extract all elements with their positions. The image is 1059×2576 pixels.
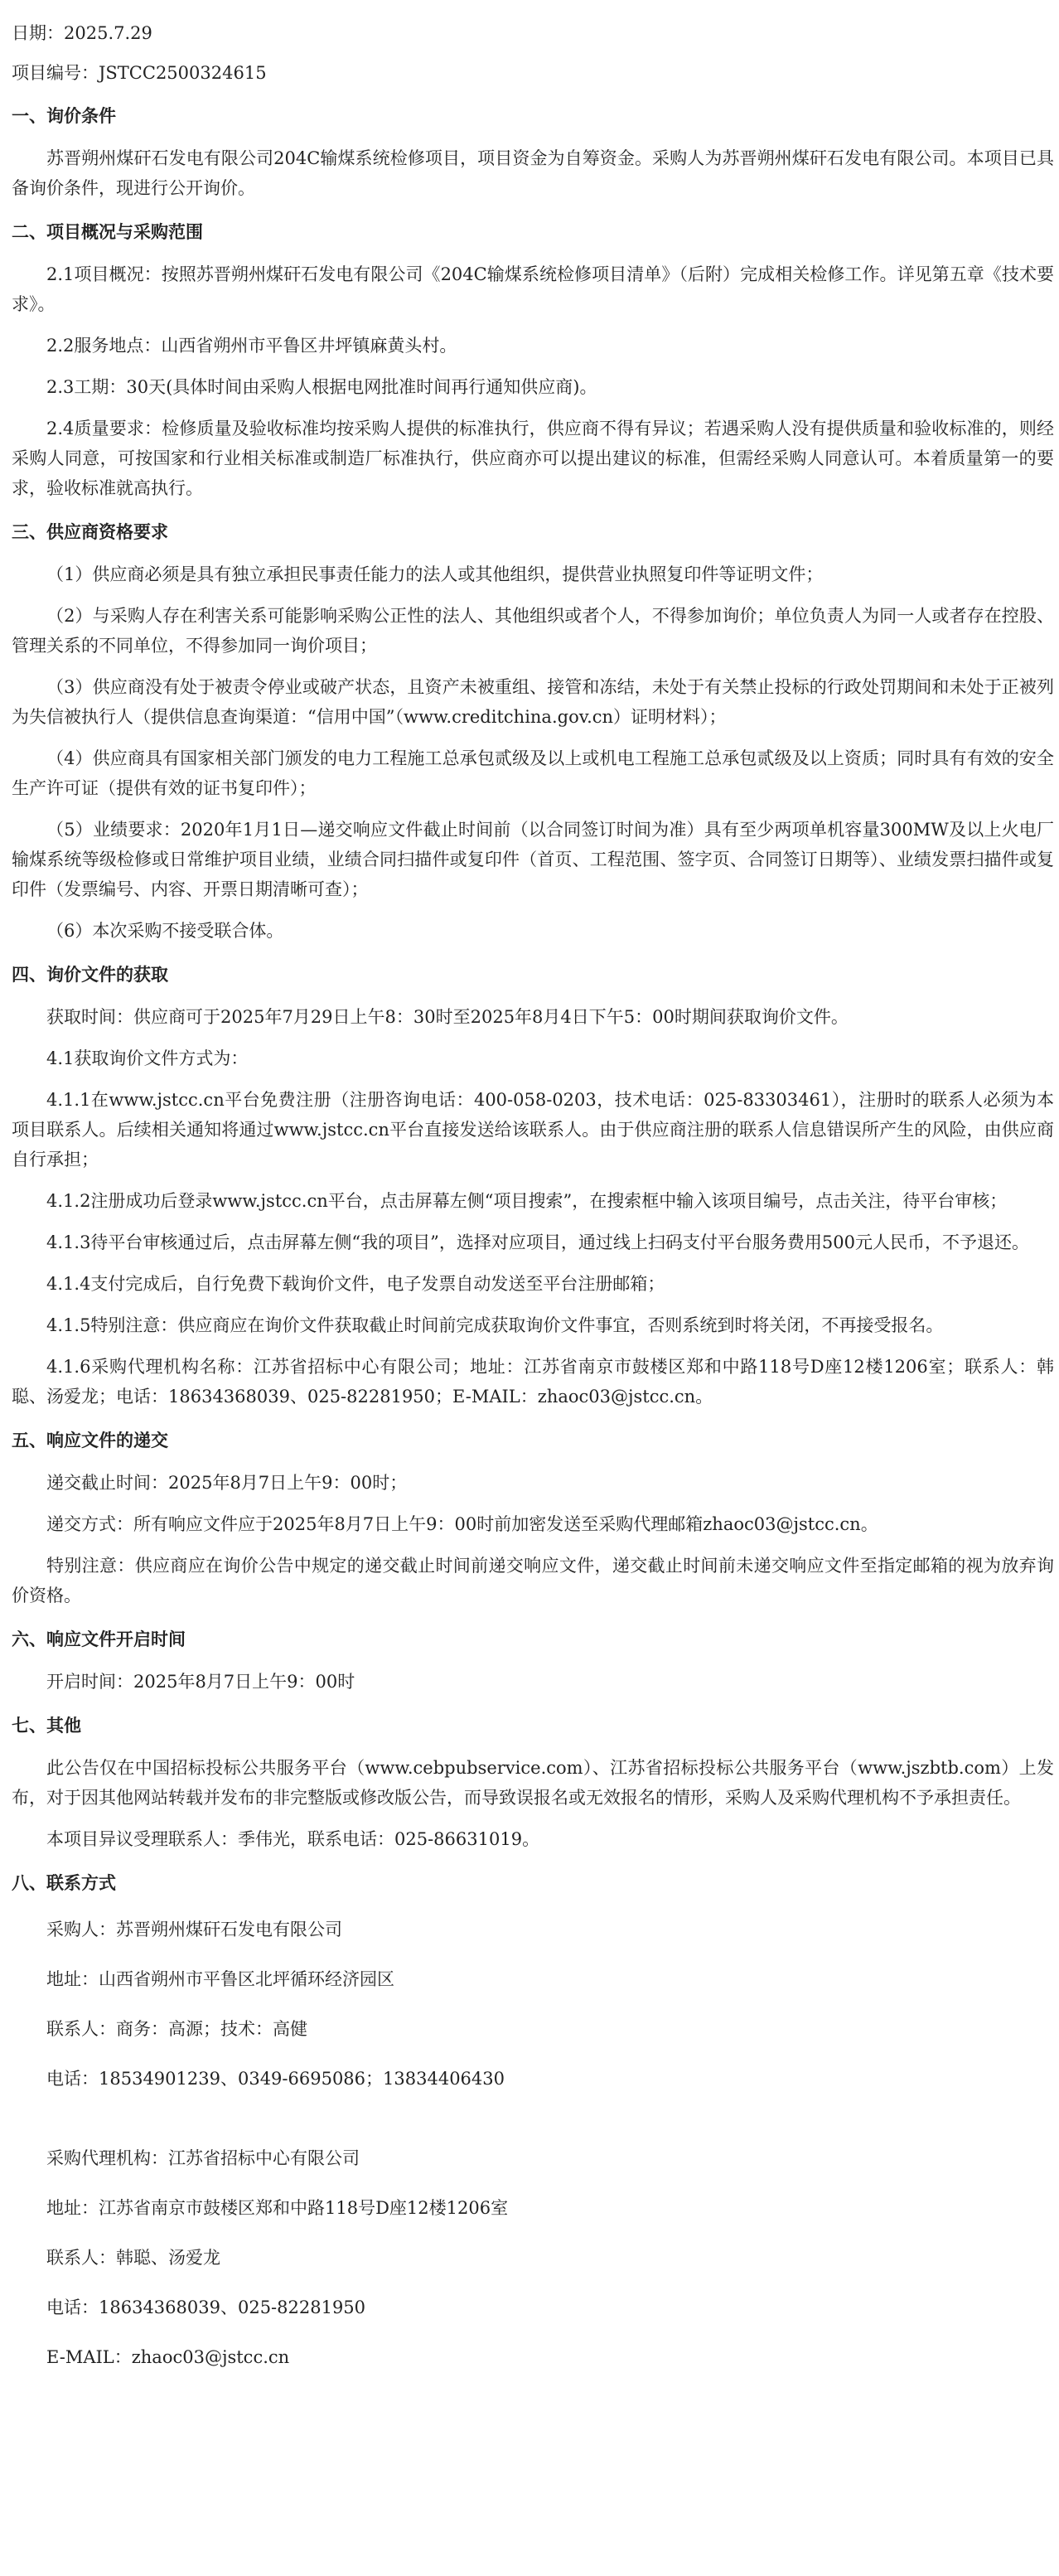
paragraph: （2）与采购人存在利害关系可能影响采购公正性的法人、其他组织或者个人，不得参加询价；单位负责人为同一人或者存在控股、管理关系的不同单位，不得参加同一询价项目； xyxy=(12,606,1054,656)
paragraph: 递交方式：所有响应文件应于2025年8月7日上午9：00时前加密发送至采购代理邮箱zhaoc03@jstcc.cn。 xyxy=(46,1514,878,1534)
agency-name: 采购代理机构：江苏省招标中心有限公司 xyxy=(46,2148,360,2168)
paragraph: 2.1项目概况：按照苏晋朔州煤矸石发电有限公司《204C输煤系统检修项目清单》（后附）完成相关检修工作。详见第五章《技术要求》。 xyxy=(12,264,1054,314)
paragraph: 4.1.5特别注意：供应商应在询价文件获取截止时间前完成获取询价文件事宜，否则系统到时将关闭，不再接受报名。 xyxy=(46,1315,944,1335)
announcement-document xyxy=(12,13,1054,2382)
paragraph: 2.2服务地点：山西省朔州市平鲁区井坪镇麻黄头村。 xyxy=(46,336,457,356)
paragraph: 4.1获取询价文件方式为： xyxy=(46,1048,249,1068)
buyer-contacts: 联系人：商务：高源；技术：高健 xyxy=(46,2019,307,2039)
paragraph: （4）供应商具有国家相关部门颁发的电力工程施工总承包贰级及以上或机电工程施工总承包贰级及以上资质；同时具有有效的安全生产许可证（提供有效的证书复印件）； xyxy=(12,748,1054,798)
paragraph: 苏晋朔州煤矸石发电有限公司204C输煤系统检修项目，项目资金为自筹资金。采购人为苏晋朔州煤矸石发电有限公司。本项目已具备询价条件，现进行公开询价。 xyxy=(12,148,1054,198)
buyer-address: 地址：山西省朔州市平鲁区北坪循环经济园区 xyxy=(46,1969,394,1989)
paragraph: 4.1.4支付完成后，自行免费下载询价文件，电子发票自动发送至平台注册邮箱； xyxy=(46,1274,665,1294)
buyer-name: 采购人：苏晋朔州煤矸石发电有限公司 xyxy=(46,1920,342,1939)
section-title: 二、项目概况与采购范围 xyxy=(12,221,203,242)
agency-contacts: 联系人：韩聪、汤爱龙 xyxy=(46,2248,220,2268)
section-title: 六、响应文件开启时间 xyxy=(12,1629,186,1649)
paragraph: 4.1.2注册成功后登录www.jstcc.cn平台，点击屏幕左侧“项目搜索”，在搜索框中输入该项目编号，点击关注，待平台审核； xyxy=(46,1191,1008,1211)
agency-email: E-MAIL：zhaoc03@jstcc.cn xyxy=(46,2347,290,2367)
section-title: 四、询价文件的获取 xyxy=(12,964,168,985)
spacer xyxy=(12,2104,1054,2133)
contact-info xyxy=(12,1905,1054,2382)
paragraph: （5）业绩要求：2020年1月1日—递交响应文件截止时间前（以合同签订时间为准）具有至少两项单机容量300MW及以上火电厂输煤系统等级检修或日常维护项目业绩，业绩合同扫描件或复印件（首页、工程范围、签字页、合同签订日期等）、业绩发票扫描件或复印件（发票编号、内容、开票日期清晰可查）； xyxy=(12,820,1054,899)
paragraph: 此公告仅在中国招标投标公共服务平台（www.cebpubservice.com）、江苏省招标投标公共服务平台（www.jszbtb.com）上发布，对于因其他网站转载并发布的非完整版或修改版公告，而导致误报名或无效报名的情形，采购人及采购代理机构不予承担责任。 xyxy=(12,1758,1054,1808)
agency-phone: 电话：18634368039、025-82281950 xyxy=(46,2298,366,2317)
paragraph: 开启时间：2025年8月7日上午9：00时 xyxy=(46,1672,355,1692)
buyer-phone: 电话：18534901239、0349-6695086；13834406430 xyxy=(46,2069,505,2089)
paragraph: （3）供应商没有处于被责令停业或破产状态，且资产未被重组、接管和冻结，未处于有关禁止投标的行政处罚期间和未处于正被列为失信被执行人（提供信息查询渠道：“信用中国”（www.creditchina.gov.cn）证明材料）； xyxy=(12,677,1054,727)
section-title: 三、供应商资格要求 xyxy=(12,521,168,542)
paragraph: 4.1.6采购代理机构名称：江苏省招标中心有限公司；地址：江苏省南京市鼓楼区郑和中路118号D座12楼1206室；联系人：韩聪、汤爱龙；电话：18634368039、025-82281950；E-MAIL：zhaoc03@jstcc.cn。 xyxy=(12,1357,1054,1407)
paragraph: 4.1.3待平台审核通过后，点击屏幕左侧“我的项目”，选择对应项目，通过线上扫码支付平台服务费用500元人民币，不予退还。 xyxy=(46,1232,1029,1252)
paragraph: 本项目异议受理联系人：季伟光，联系电话：025-86631019。 xyxy=(46,1829,540,1849)
agency-address: 地址：江苏省南京市鼓楼区郑和中路118号D座12楼1206室 xyxy=(46,2198,509,2218)
paragraph: 递交截止时间：2025年8月7日上午9：00时； xyxy=(46,1473,408,1493)
announcement-date: 日期：2025.7.29 xyxy=(12,23,152,43)
paragraph: 2.3工期：30天(具体时间由采购人根据电网批准时间再行通知供应商)。 xyxy=(46,377,597,397)
paragraph: 获取时间：供应商可于2025年7月29日上午8：30时至2025年8月4日下午5：00时期间获取询价文件。 xyxy=(46,1007,849,1027)
paragraph: （6）本次采购不接受联合体。 xyxy=(46,921,284,941)
section-title: 七、其他 xyxy=(12,1715,81,1736)
paragraph: （1）供应商必须是具有独立承担民事责任能力的法人或其他组织，提供营业执照复印件等证明文件； xyxy=(46,564,824,584)
paragraph: 特别注意：供应商应在询价公告中规定的递交截止时间前递交响应文件，递交截止时间前未递交响应文件至指定邮箱的视为放弃询价资格。 xyxy=(12,1556,1054,1605)
paragraph: 4.1.1在www.jstcc.cn平台免费注册（注册咨询电话：400-058-0203，技术电话：025-83303461），注册时的联系人必须为本项目联系人。后续相关通知将通过www.jstcc.cn平台直接发送给该联系人。由于供应商注册的联系人信息错误所产生的风险，由供应商自行承担； xyxy=(12,1090,1054,1169)
project-number: 项目编号：JSTCC2500324615 xyxy=(12,63,267,83)
section-title: 一、询价条件 xyxy=(12,105,116,126)
section-title: 五、响应文件的递交 xyxy=(12,1430,168,1450)
paragraph: 2.4质量要求：检修质量及验收标准均按采购人提供的标准执行，供应商不得有异议；若遇采购人没有提供质量和验收标准的，则经采购人同意，可按国家和行业相关标准或制造厂标准执行，供应商亦可以提出建议的标准，但需经采购人同意认可。本着质量第一的要求，验收标准就高执行。 xyxy=(12,419,1054,498)
section-title: 八、联系方式 xyxy=(12,1872,116,1893)
